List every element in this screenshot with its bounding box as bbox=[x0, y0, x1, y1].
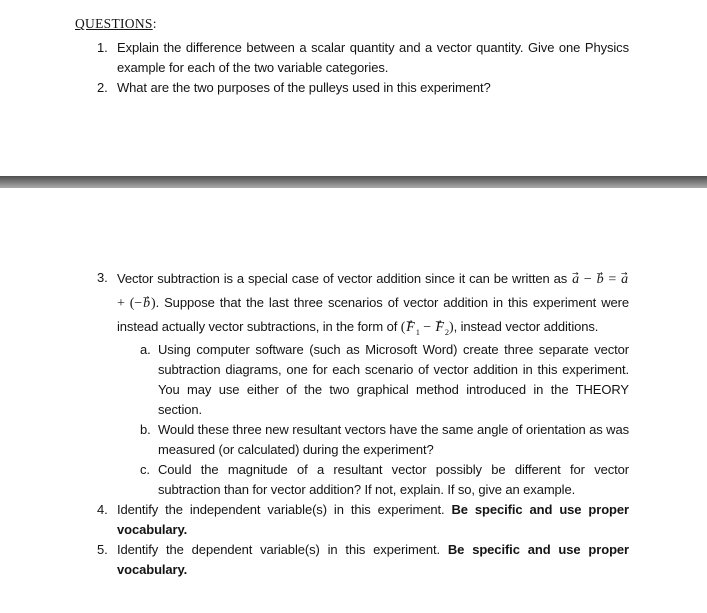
question-number: 1. bbox=[97, 40, 108, 55]
question-number: 2. bbox=[97, 80, 108, 95]
subitem-text: Could the magnitude of a resultant vector possibly be different for vector subtraction than for vector addition? If not, explain. If so, give an example. bbox=[158, 462, 629, 497]
question-text: Identify the independent variable(s) in this experiment. Be specific and use proper vocabulary. bbox=[117, 502, 629, 537]
question-text: Identify the dependent variable(s) in this experiment. Be specific and use proper vocabulary. bbox=[117, 542, 629, 577]
question-item-5 bbox=[75, 540, 629, 580]
subitem-b bbox=[75, 420, 629, 460]
question-item-3 bbox=[75, 268, 629, 340]
question-text: What are the two purposes of the pulleys used in this experiment? bbox=[117, 80, 491, 95]
subitem-a bbox=[75, 340, 629, 420]
page-bottom-whitespace bbox=[0, 98, 707, 176]
question-number: 3. bbox=[97, 270, 108, 285]
question-item-4 bbox=[75, 500, 629, 540]
subitem-c bbox=[75, 460, 629, 500]
question-text: Vector subtraction is a special case of vector addition since it can be written as a → − b → = a → + (−b →). Suppose that the last three scenarios of vector addition in this experiment were instead actually vector subtractions, in the form of $(F \to_1 - F \to_2)$, instead vector additions. bbox=[117, 268, 629, 340]
heading-text: QUESTIONS bbox=[75, 16, 153, 31]
subitem-letter: a. bbox=[140, 342, 151, 357]
subitem-letter: b. bbox=[140, 422, 151, 437]
question-item-2 bbox=[75, 78, 629, 98]
page-bottom-section bbox=[0, 268, 707, 580]
page-break-divider bbox=[0, 176, 707, 188]
questions-heading bbox=[75, 15, 629, 33]
subitem-letter: c. bbox=[140, 462, 150, 477]
question-number: 4. bbox=[97, 502, 108, 517]
subitem-text: Using computer software (such as Microsoft Word) create three separate vector subtraction diagrams, one for each scenario of vector addition in this experiment. You may use either of the two graphical method introduced in the THEORY section. bbox=[158, 342, 629, 417]
heading-colon: : bbox=[152, 16, 157, 31]
question-number: 5. bbox=[97, 542, 108, 557]
question-item-1 bbox=[75, 38, 629, 78]
page-top-whitespace bbox=[0, 188, 707, 268]
question-text: Explain the difference between a scalar quantity and a vector quantity. Give one Physics example for each of the two variable categories. bbox=[117, 40, 629, 75]
page-top-section bbox=[0, 0, 707, 98]
subitem-text: Would these three new resultant vectors have the same angle of orientation as was measured (or calculated) during the experiment? bbox=[158, 422, 629, 457]
